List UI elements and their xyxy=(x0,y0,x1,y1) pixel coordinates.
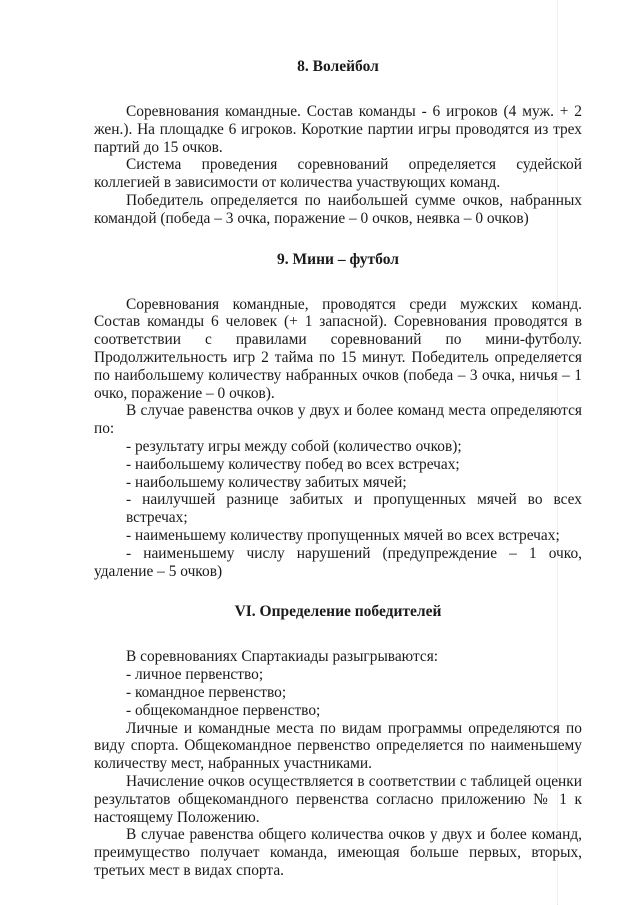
list-item: - наибольшему количеству побед во всех встречах; xyxy=(126,455,460,473)
paragraph: Личные и командные места по видам программы определяются по виду спорта. Общекомандное первенство определяется по наименьшему количеству мест, набранных участниками. xyxy=(94,719,582,773)
list-item: - наименьшему числу нарушений (предупреждение – 1 очко, удаление – 5 очков) xyxy=(94,544,582,580)
list-item: - наилучшей разнице забитых и пропущенных мячей во всех встречах; xyxy=(126,491,582,527)
list-item: - общекомандное первенство; xyxy=(126,701,321,719)
paragraph: Система проведения соревнований определяется судейской коллегией в зависимости от количества участвующих команд. xyxy=(94,156,582,192)
section-heading: 8. Волейбол xyxy=(297,58,379,75)
paragraph: Начисление очков осуществляется в соответствии с таблицей оценки результатов общекомандного первенства согласно приложению № 1 к настоящему Положению. xyxy=(94,772,582,826)
paragraph: Соревнования командные. Состав команды - 6 игроков (4 муж. + 2 жен.). На площадке 6 игроков. Короткие партии игры проводятся из трех партий до 15 очков. xyxy=(94,103,582,156)
list-item: - результату игры между собой (количество очков); xyxy=(126,437,462,455)
paragraph: В соревнованиях Спартакиады разыгрываются: xyxy=(126,648,439,666)
list-item: - командное первенство; xyxy=(126,683,287,701)
paragraph: В случае равенства общего количества очков у двух и более команд, преимущество получает команда, имеющая больше первых, вторых, третьих мест в видах спорта. xyxy=(94,826,582,879)
list-item: - личное первенство; xyxy=(126,666,264,684)
section-minifootball xyxy=(94,250,582,581)
section-heading: VI. Определение победителей xyxy=(234,603,442,621)
section-volleyball xyxy=(94,57,582,228)
paragraph: Соревнования командные, проводятся среди мужских команд. Состав команды 6 человек (+ 1 запасной). Соревнования проводятся в соответствии с правилами соревнований по мини-футболу. Продолжительность игр 2 тайма по 15 минут. Победитель определяется по наибольшему количеству набранных очков (победа – 3 очка, ничья – 1 очко, поражение – 0 очков). xyxy=(94,295,582,402)
list-item: - наибольшему количеству забитых мячей; xyxy=(126,473,407,491)
section-heading: 9. Мини – футбол xyxy=(277,250,399,268)
list-item: - наименьшему количеству пропущенных мячей во всех встречах; xyxy=(126,526,560,544)
paragraph: В случае равенства очков у двух и более команд места определяются по: xyxy=(94,402,582,438)
section-winners xyxy=(94,602,582,879)
document-content xyxy=(94,57,582,880)
paragraph: Победитель определяется по наибольшей сумме очков, набранных командой (победа – 3 очка, поражение – 0 очков, неявка – 0 очков) xyxy=(94,191,582,227)
